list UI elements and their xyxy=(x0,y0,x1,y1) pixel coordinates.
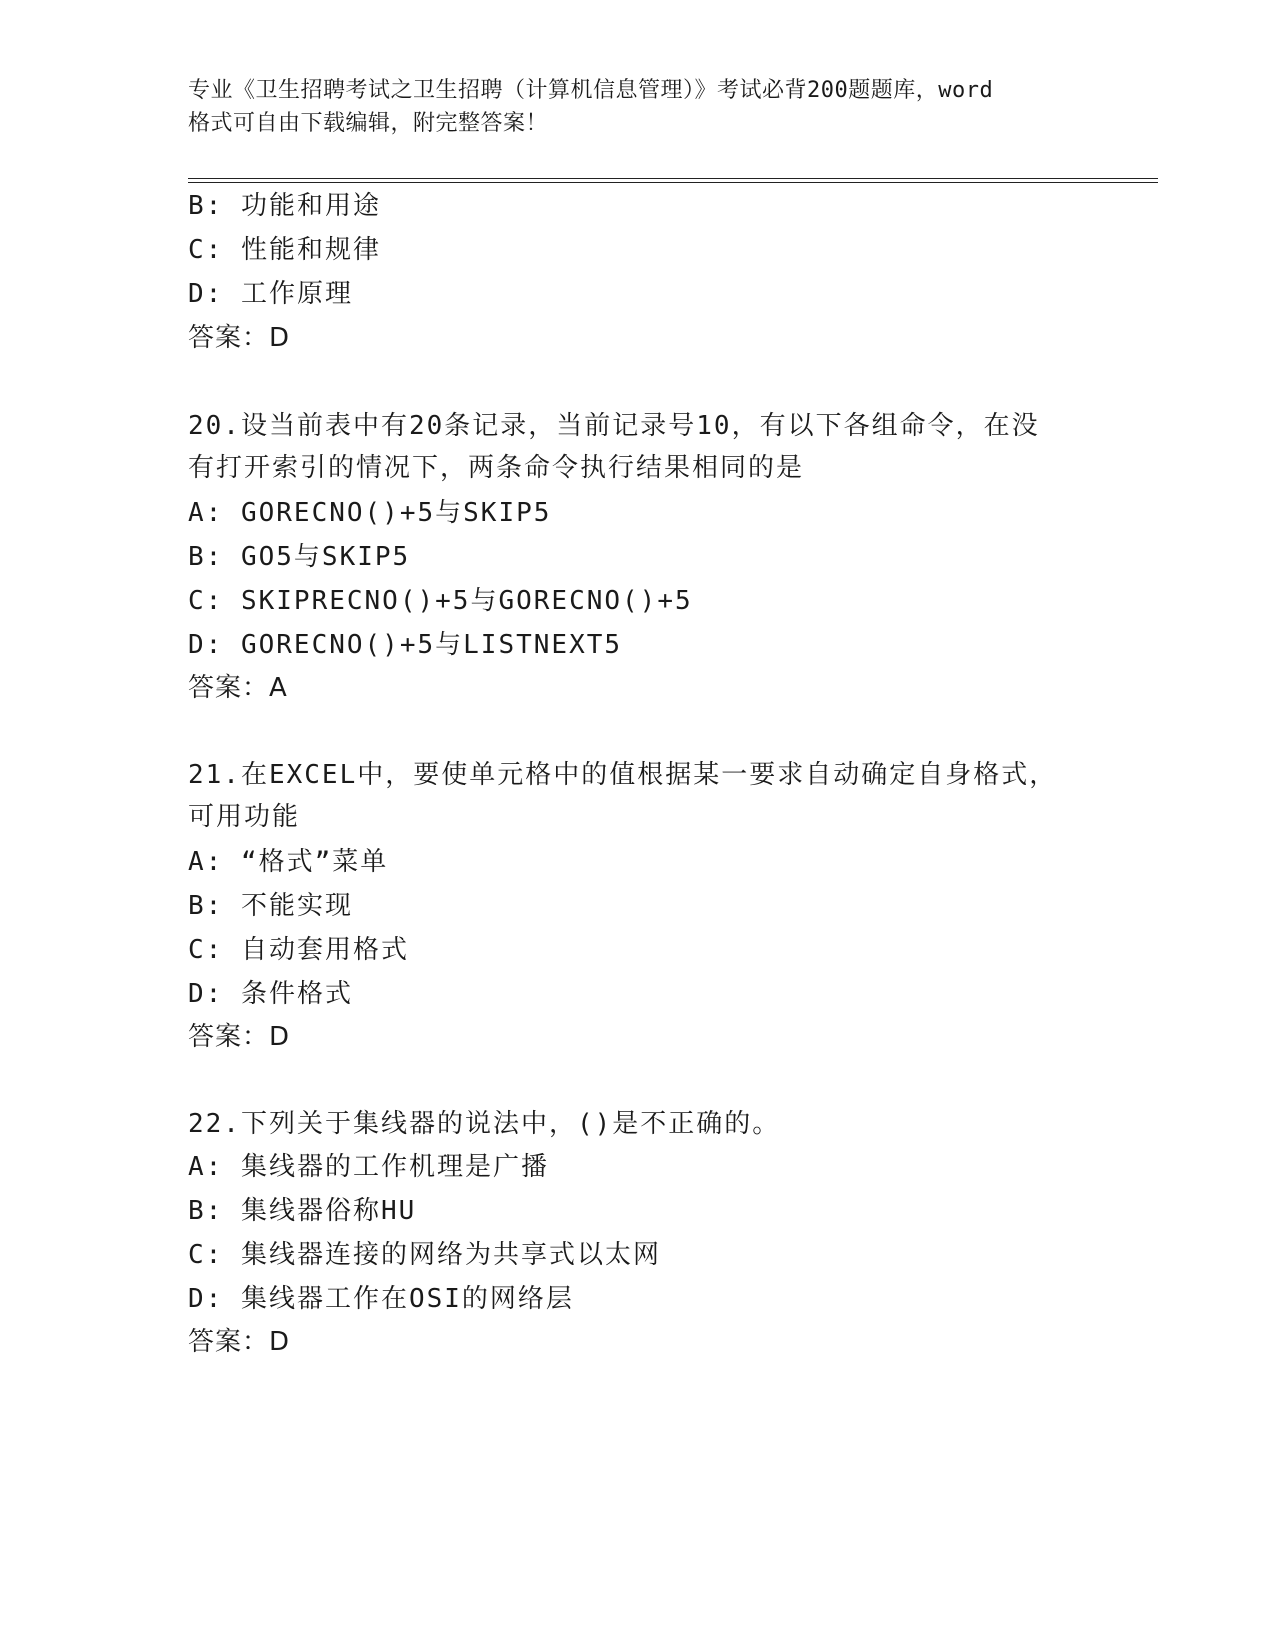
option-c: C: 自动套用格式 xyxy=(188,935,409,965)
question-stem-continued: 可用功能 xyxy=(188,802,301,832)
answer-line: 答案：D xyxy=(188,323,291,353)
option-d: D: 工作原理 xyxy=(188,279,353,309)
option-a: A: GORECNO()+5与SKIP5 xyxy=(188,498,552,528)
option-b: B: GO5与SKIP5 xyxy=(188,542,411,572)
option-b: B: 不能实现 xyxy=(188,891,353,921)
page-header xyxy=(188,74,1088,140)
document-page xyxy=(188,0,1158,1650)
answer-line: 答案：D xyxy=(188,1327,291,1357)
header-divider xyxy=(188,178,1158,183)
option-d: D: 集线器工作在OSI的网络层 xyxy=(188,1284,574,1314)
option-c: C: SKIPRECNO()+5与GORECNO()+5 xyxy=(188,586,693,616)
option-b: B: 功能和用途 xyxy=(188,191,381,221)
question-stem: 22.下列关于集线器的说法中，()是不正确的。 xyxy=(188,1109,781,1139)
question-stem-continued: 有打开索引的情况下，两条命令执行结果相同的是 xyxy=(188,453,805,483)
question-stem: 21.在EXCEL中，要使单元格中的值根据某一要求自动确定自身格式， xyxy=(188,760,1058,790)
option-b: B: 集线器俗称HU xyxy=(188,1196,417,1226)
header-title-line-2: 格式可自由下载编辑，附完整答案！ xyxy=(188,111,549,136)
option-c: C: 集线器连接的网络为共享式以太网 xyxy=(188,1240,661,1270)
header-title-line-1: 专业《卫生招聘考试之卫生招聘（计算机信息管理）》考试必背200题题库，word xyxy=(188,78,994,103)
option-a: A: “格式”菜单 xyxy=(188,847,389,877)
question-stem: 20.设当前表中有20条记录，当前记录号10，有以下各组命令，在没 xyxy=(188,411,1040,441)
option-c: C: 性能和规律 xyxy=(188,235,381,265)
option-a: A: 集线器的工作机理是广播 xyxy=(188,1152,549,1182)
answer-line: 答案：D xyxy=(188,1022,291,1052)
option-d: D: GORECNO()+5与LISTNEXT5 xyxy=(188,630,623,660)
option-d: D: 条件格式 xyxy=(188,979,353,1009)
answer-line: 答案：A xyxy=(188,673,288,703)
